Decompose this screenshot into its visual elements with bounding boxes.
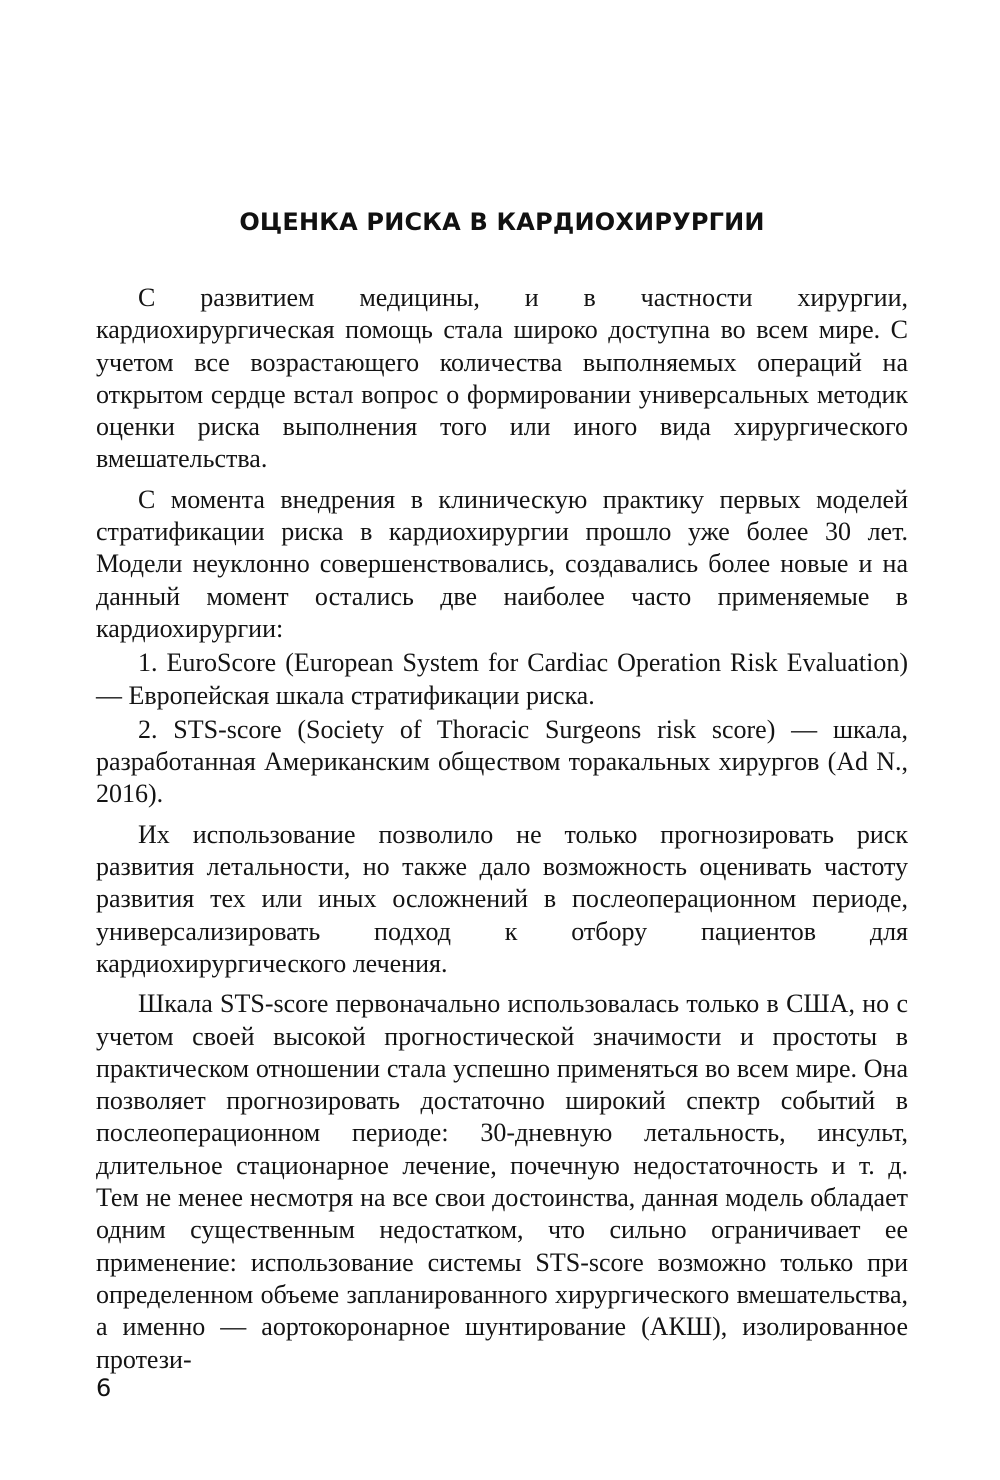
paragraph-sts-description: Шкала STS-score первоначально использовалась только в США, но с учетом своей высокой прогностической значимости и простоты в практическом отношении стала успешно применяться во всем мире. Она позволяет прогнозировать достаточно широкий спектр событий в послеоперационном периоде: 30-дневную летальность, инсульт, длительное стационарное лечение, почечную недостаточность и т. д. Тем не менее несмотря на все свои достоинства, данная модель обладает одним существенным недостатком, что сильно ограничивает ее применение: использование системы STS-score возможно только при определенном объеме запланированного хирургического вмешательства, а именно — аортокоронарное шунтирование (АКШ), изолированное протези- [96, 989, 908, 1374]
section-title: ОЦЕНКА РИСКА В КАРДИОХИРУРГИИ [239, 208, 765, 236]
list-item-sts-score: 2. STS-score (Society of Thoracic Surgeons risk score) — шкала, разработанная Американским обществом торакальных хирургов (Ad N., 2016). [96, 714, 908, 809]
body-text [96, 282, 908, 1376]
paragraph-models: С момента внедрения в клиническую практику первых моделей стратификации риска в кардиохирургии прошло уже более 30 лет. Модели неуклонно совершенствовались, создавались более новые и на данный момент остались две наиболее часто применяемые в кардиохирургии: [96, 484, 908, 643]
paragraph-intro: С развитием медицины, и в частности хирургии, кардиохирургическая помощь стала широко доступна во всем мире. С учетом все возрастающего количества выполняемых операций на открытом сердце встал вопрос о формировании универсальных методик оценки риска выполнения того или иного вида хирургического вмешательства. [96, 283, 908, 474]
page-number: 6 [96, 1374, 112, 1402]
list-item-euroscore: 1. EuroScore (European System for Cardiac Operation Risk Evaluation) — Европейская шкала стратификации риска. [96, 648, 908, 710]
paragraph-usage: Их использование позволило не только прогнозировать риск развития летальности, но также дало возможность оценивать частоту развития тех или иных осложнений в послеоперационном периоде, универсализировать подход к отбору пациентов для кардиохирургического лечения. [96, 819, 908, 978]
